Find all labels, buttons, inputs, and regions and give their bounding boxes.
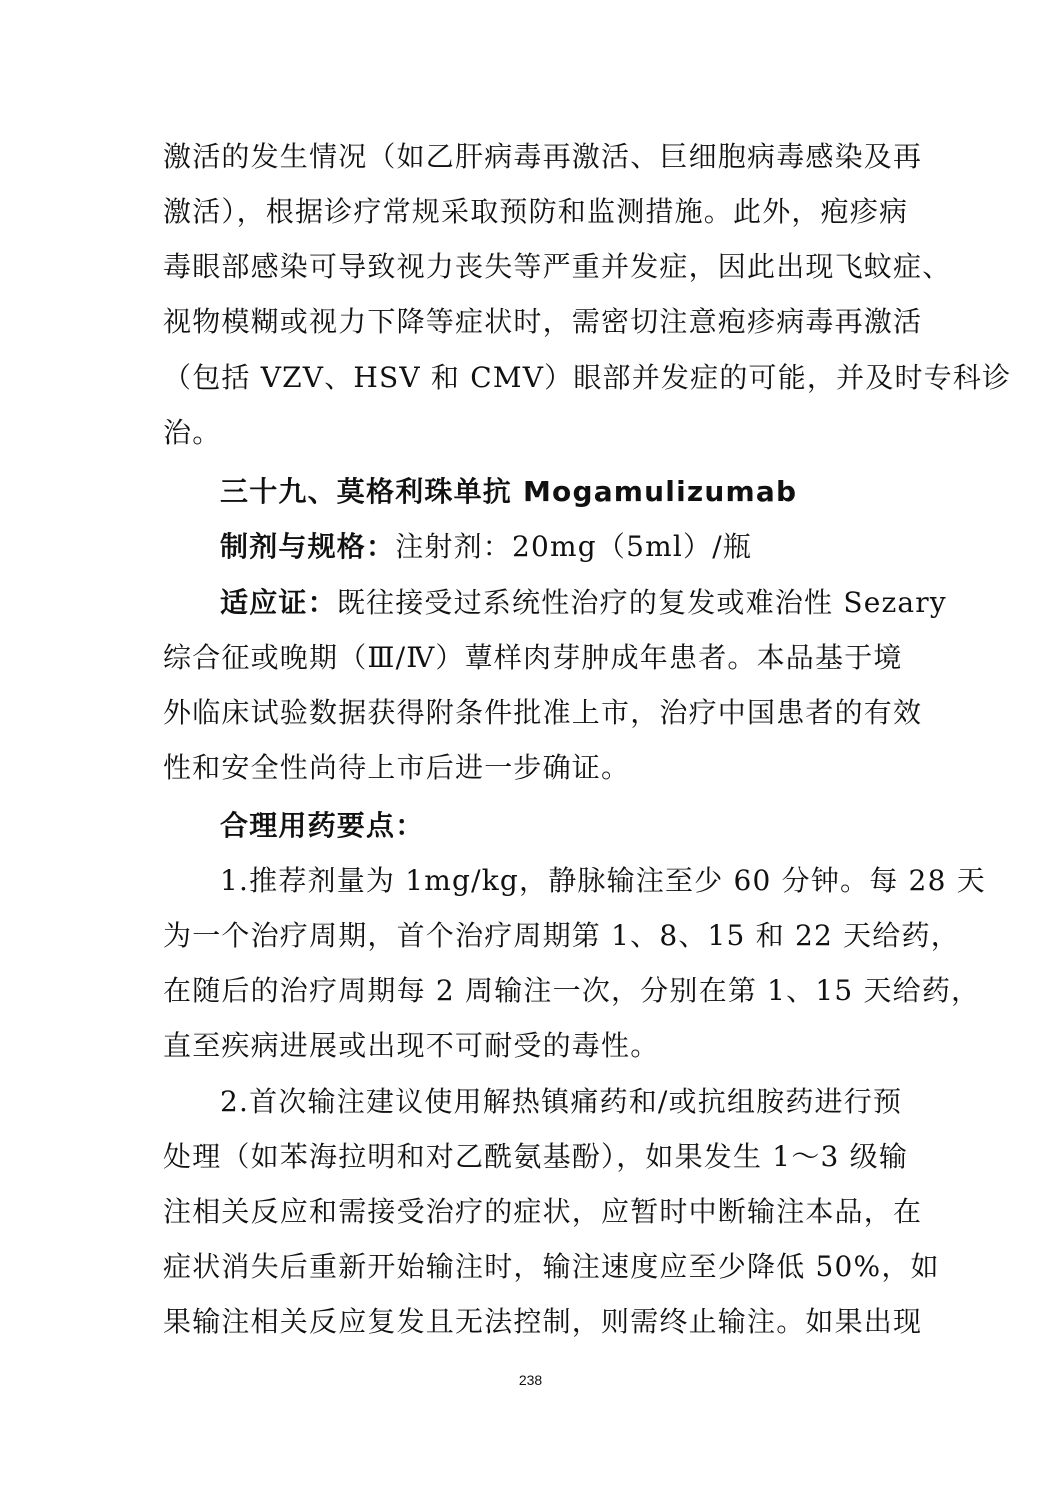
point-2-line: 2.首次输注建议使用解热镇痛药和/或抗组胺药进行预	[220, 1085, 903, 1118]
body-line: 处理（如苯海拉明和对乙酰氨基酚），如果发生 1～3 级输	[163, 1140, 909, 1173]
body-line: 为一个治疗周期，首个治疗周期第 1、8、15 和 22 天给药，	[163, 919, 960, 952]
indication-label: 适应证：	[220, 586, 337, 619]
body-line: 视物模糊或视力下降等症状时，需密切注意疱疹病毒再激活	[163, 305, 923, 338]
body-line: 激活的发生情况（如乙肝病毒再激活、巨细胞病毒感染及再	[163, 140, 923, 173]
section-heading: 三十九、莫格利珠单抗 Mogamulizumab	[220, 475, 798, 508]
body-line: 外临床试验数据获得附条件批准上市，治疗中国患者的有效	[163, 696, 923, 729]
point-1-line: 1.推荐剂量为 1mg/kg，静脉输注至少 60 分钟。每 28 天	[220, 864, 986, 897]
body-line: 性和安全性尚待上市后进一步确证。	[163, 751, 631, 784]
spec-label: 制剂与规格：	[220, 530, 396, 563]
body-line: 症状消失后重新开始输注时，输注速度应至少降低 50%，如	[163, 1250, 940, 1283]
spec-line	[220, 527, 903, 567]
spec-text: 注射剂：20mg（5ml）/瓶	[395, 530, 753, 563]
indication-text: 既往接受过系统性治疗的复发或难治性 Sezary	[336, 586, 947, 619]
body-line: 在随后的治疗周期每 2 周输注一次，分别在第 1、15 天给药，	[163, 974, 981, 1007]
body-line: 激活），根据诊疗常规采取预防和监测措施。此外，疱疹病	[163, 195, 909, 228]
body-line: 毒眼部感染可导致视力丧失等严重并发症，因此出现飞蚊症、	[163, 250, 952, 283]
body-line: （包括 VZV、HSV 和 CMV）眼部并发症的可能，并及时专科诊	[163, 361, 1012, 394]
body-line: 注相关反应和需接受治疗的症状，应暂时中断输注本品，在	[163, 1195, 923, 1228]
indication-line	[220, 583, 947, 623]
body-line: 综合征或晚期（Ⅲ/Ⅳ）蕈样肉芽肿成年患者。本品基于境	[163, 641, 903, 674]
body-line: 直至疾病进展或出现不可耐受的毒性。	[163, 1029, 660, 1062]
body-line: 治。	[163, 416, 222, 449]
key-points-label: 合理用药要点：	[220, 809, 425, 842]
body-line: 果输注相关反应复发且无法控制，则需终止输注。如果出现	[163, 1305, 923, 1338]
page-number: 238	[518, 1372, 543, 1388]
